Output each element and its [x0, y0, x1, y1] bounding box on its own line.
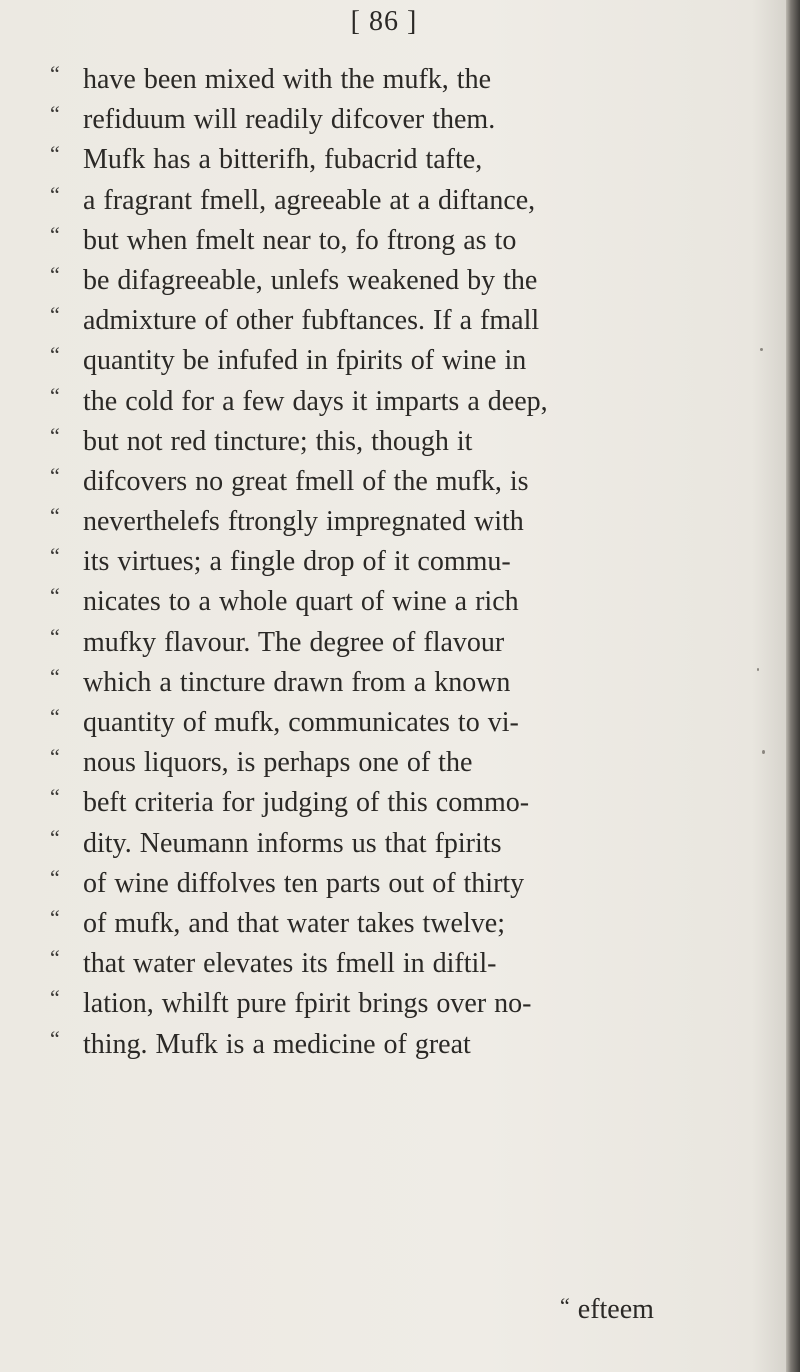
page-number: [ 86 ]	[350, 6, 418, 37]
quote-mark: “	[50, 1025, 60, 1051]
line-text: but not red tincture; this, though it	[83, 425, 473, 457]
quote-mark: “	[50, 141, 60, 167]
page-binding-edge	[786, 0, 800, 1372]
quote-mark: “	[50, 462, 60, 488]
quote-mark: “	[50, 583, 60, 609]
body-text	[50, 60, 750, 1065]
line-text: admixture of other fubftances. If a fmall	[83, 305, 540, 337]
text-line	[50, 261, 750, 301]
quote-mark: “	[50, 382, 60, 408]
text-line	[50, 944, 750, 984]
text-line	[50, 60, 750, 100]
text-line	[50, 502, 750, 542]
catchword: efteem	[577, 1294, 654, 1325]
text-line	[50, 301, 750, 341]
text-line	[50, 663, 750, 703]
text-line	[50, 422, 750, 462]
quote-mark: “	[50, 181, 60, 207]
text-line	[50, 221, 750, 261]
line-text: its virtues; a fingle drop of it commu-	[83, 546, 511, 578]
line-text: quantity be infufed in fpirits of wine in	[83, 345, 527, 377]
line-text: mufky flavour. The degree of flavour	[83, 626, 505, 658]
text-line	[50, 542, 750, 582]
line-text: refiduum will readily difcover them.	[83, 104, 496, 136]
quote-mark: “	[50, 623, 60, 649]
text-line	[50, 824, 750, 864]
text-line	[50, 582, 750, 622]
text-line	[50, 984, 750, 1024]
quote-mark: “	[50, 342, 60, 368]
text-line	[50, 703, 750, 743]
quote-mark: “	[50, 985, 60, 1011]
line-text: Mufk has a bitterifh, fubacrid tafte,	[83, 144, 483, 176]
text-line	[50, 181, 750, 221]
paper-speck	[760, 348, 763, 351]
line-text: a fragrant fmell, agreeable at a diftance,	[83, 184, 536, 216]
text-line	[50, 783, 750, 823]
line-text: neverthelefs ftrongly impregnated with	[83, 506, 524, 538]
line-text: beft criteria for judging of this commo-	[83, 787, 530, 819]
line-text: dity. Neumann informs us that fpirits	[83, 827, 502, 859]
text-line	[50, 100, 750, 140]
line-text: but when fmelt near to, fo ftrong as to	[83, 224, 517, 256]
quote-mark: “	[50, 864, 60, 890]
quote-mark: “	[50, 744, 60, 770]
quote-mark: “	[560, 1293, 570, 1318]
quote-mark: “	[50, 503, 60, 529]
text-line	[50, 904, 750, 944]
line-text: have been mixed with the mufk, the	[83, 64, 491, 95]
line-text: nous liquors, is perhaps one of the	[83, 747, 473, 779]
text-line	[50, 140, 750, 180]
quote-mark: “	[50, 221, 60, 247]
quote-mark: “	[50, 945, 60, 971]
text-line	[50, 864, 750, 904]
text-line	[50, 743, 750, 783]
quote-mark: “	[50, 904, 60, 930]
quote-mark: “	[50, 61, 60, 86]
line-text: the cold for a few days it imparts a deep,	[83, 385, 548, 417]
line-text: difcovers no great fmell of the mufk, is	[83, 465, 529, 497]
text-line	[50, 462, 750, 502]
quote-mark: “	[50, 422, 60, 448]
quote-mark: “	[50, 101, 60, 127]
quote-mark: “	[50, 543, 60, 569]
quote-mark: “	[50, 261, 60, 287]
text-line	[50, 623, 750, 663]
paper-speck	[757, 668, 759, 671]
paper-speck	[762, 750, 765, 754]
catchword-line	[560, 1294, 654, 1326]
line-text: quantity of mufk, communicates to vi-	[83, 707, 519, 738]
quote-mark: “	[50, 784, 60, 810]
line-text: lation, whilft pure fpirit brings over no-	[83, 988, 532, 1020]
quote-mark: “	[50, 704, 60, 729]
line-text: of wine diffolves ten parts out of thirty	[83, 867, 525, 899]
quote-mark: “	[50, 663, 60, 689]
quote-mark: “	[50, 302, 60, 328]
text-line	[50, 1025, 750, 1065]
line-text: nicates to a whole quart of wine a rich	[83, 586, 519, 618]
text-line	[50, 382, 750, 422]
line-text: thing. Mufk is a medicine of great	[83, 1028, 471, 1060]
line-text: which a tincture drawn from a known	[83, 666, 511, 698]
quote-mark: “	[50, 824, 60, 850]
line-text: that water elevates its fmell in diftil-	[83, 948, 497, 980]
line-text: of mufk, and that water takes twelve;	[83, 907, 505, 939]
line-text: be difagreeable, unlefs weakened by the	[83, 264, 538, 296]
text-line	[50, 341, 750, 381]
